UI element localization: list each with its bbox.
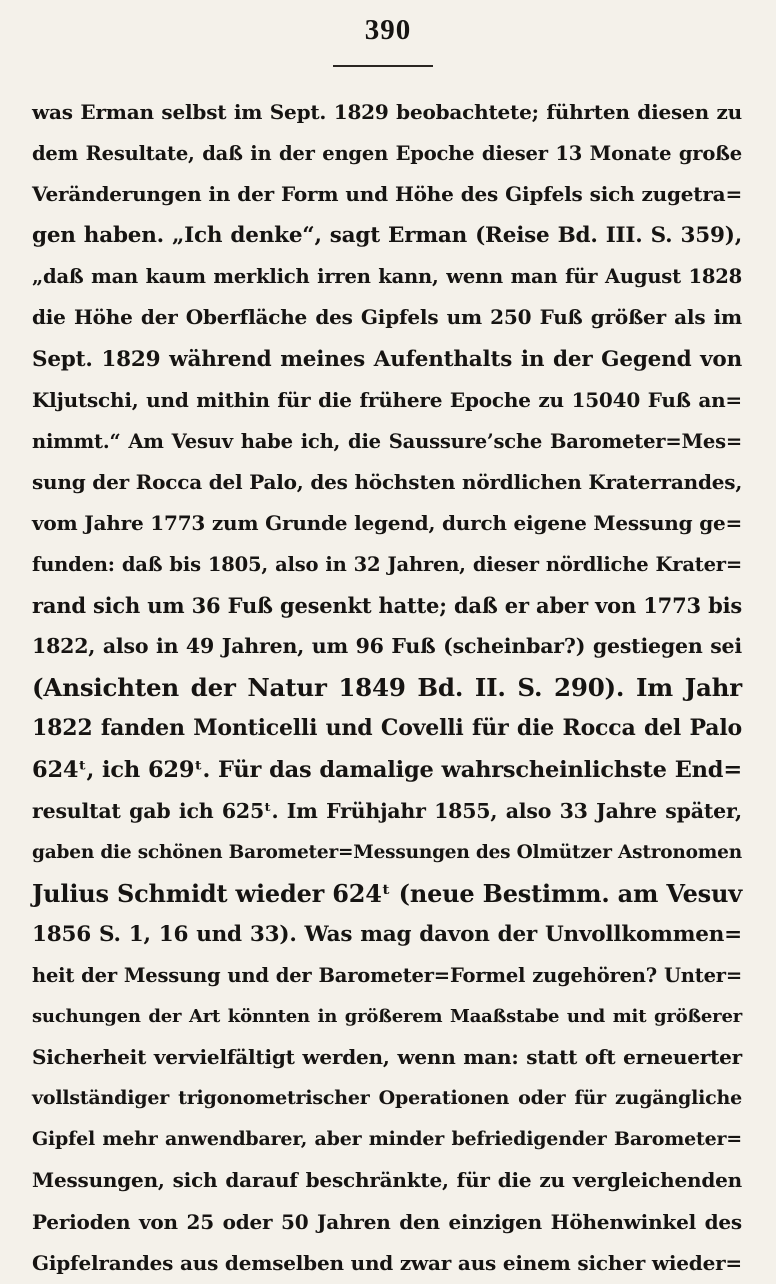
page-number: 390 <box>364 14 412 46</box>
text-line: die Höhe der Oberfläche des Gipfels um 250 Fuß größer als im <box>32 305 742 330</box>
text-line: Veränderungen in der Form und Höhe des Gipfels sich zugetra= <box>32 182 742 207</box>
text-line: Sept. 1829 während meines Aufenthalts in der Gegend von <box>32 346 742 372</box>
text-line: 1856 S. 1, 16 und 33). Was mag davon der Unvollkommen= <box>32 921 742 947</box>
text-line: 1822 fanden Monticelli und Covelli für die Rocca del Palo <box>32 715 742 742</box>
text-line: (Ansichten der Natur 1849 Bd. II. S. 290). Im Jahr <box>32 673 742 703</box>
text-line: Sicherheit vervielfältigt werden, wenn man: statt oft erneuerter <box>32 1045 742 1070</box>
text-line: heit der Messung und der Barometer=Formel zugehören? Unter= <box>32 963 742 987</box>
text-line: vom Jahre 1773 zum Grunde legend, durch eigene Messung ge= <box>32 510 743 535</box>
text-line: vollständiger trigonometrischer Operationen oder für zugängliche <box>32 1087 742 1110</box>
text-line: sung der Rocca del Palo, des höchsten nördlichen Kraterrandes, <box>32 469 743 494</box>
text-line: was Erman selbst im Sept. 1829 beobachtete; führten diesen zu <box>32 100 742 124</box>
text-line: rand sich um 36 Fuß gesenkt hatte; daß er aber von 1773 bis <box>32 593 742 619</box>
body-text <box>32 92 742 1284</box>
text-line: suchungen der Art könnten in größerem Maaßstabe und mit größerer <box>32 1006 742 1028</box>
text-line: resultat gab ich 625ᵗ. Im Frühjahr 1855, also 33 Jahre später, <box>32 798 742 823</box>
text-line: funden: daß bis 1805, also in 32 Jahren, dieser nördliche Krater= <box>32 553 742 577</box>
text-line: Kljutschi, und mithin für die frühere Epoche zu 15040 Fuß an= <box>32 387 742 412</box>
text-line: 624ᵗ, ich 629ᵗ. Für das damalige wahrscheinlichste End= <box>32 756 742 783</box>
text-line: „daß man kaum merklich irren kann, wenn man für August 1828 <box>32 265 742 289</box>
text-line: dem Resultate, daß in der engen Epoche dieser 13 Monate große <box>32 142 742 166</box>
text-line: Gipfel mehr anwendbarer, aber minder befriedigender Barometer= <box>32 1128 742 1151</box>
text-line: Messungen, sich darauf beschränkte, für die zu vergleichenden <box>32 1168 742 1193</box>
text-line: nimmt.“ Am Vesuv habe ich, die Saussure’sche Barometer=Mes= <box>32 429 742 453</box>
text-line: gaben die schönen Barometer=Messungen des Olmützer Astronomen <box>32 841 742 863</box>
text-line: gen haben. „Ich denke“, sagt Erman (Reise Bd. III. S. 359), <box>32 223 742 249</box>
text-line: Gipfelrandes aus demselben und zwar aus einem sicher wieder= <box>32 1250 742 1275</box>
text-line: Perioden von 25 oder 50 Jahren den einzigen Höhenwinkel des <box>32 1209 742 1234</box>
text-line: 1822, also in 49 Jahren, um 96 Fuß (scheinbar?) gestiegen sei <box>32 634 742 659</box>
header-rule <box>333 65 433 67</box>
text-line: Julius Schmidt wieder 624ᵗ (neue Bestimm. am Vesuv <box>32 878 742 908</box>
